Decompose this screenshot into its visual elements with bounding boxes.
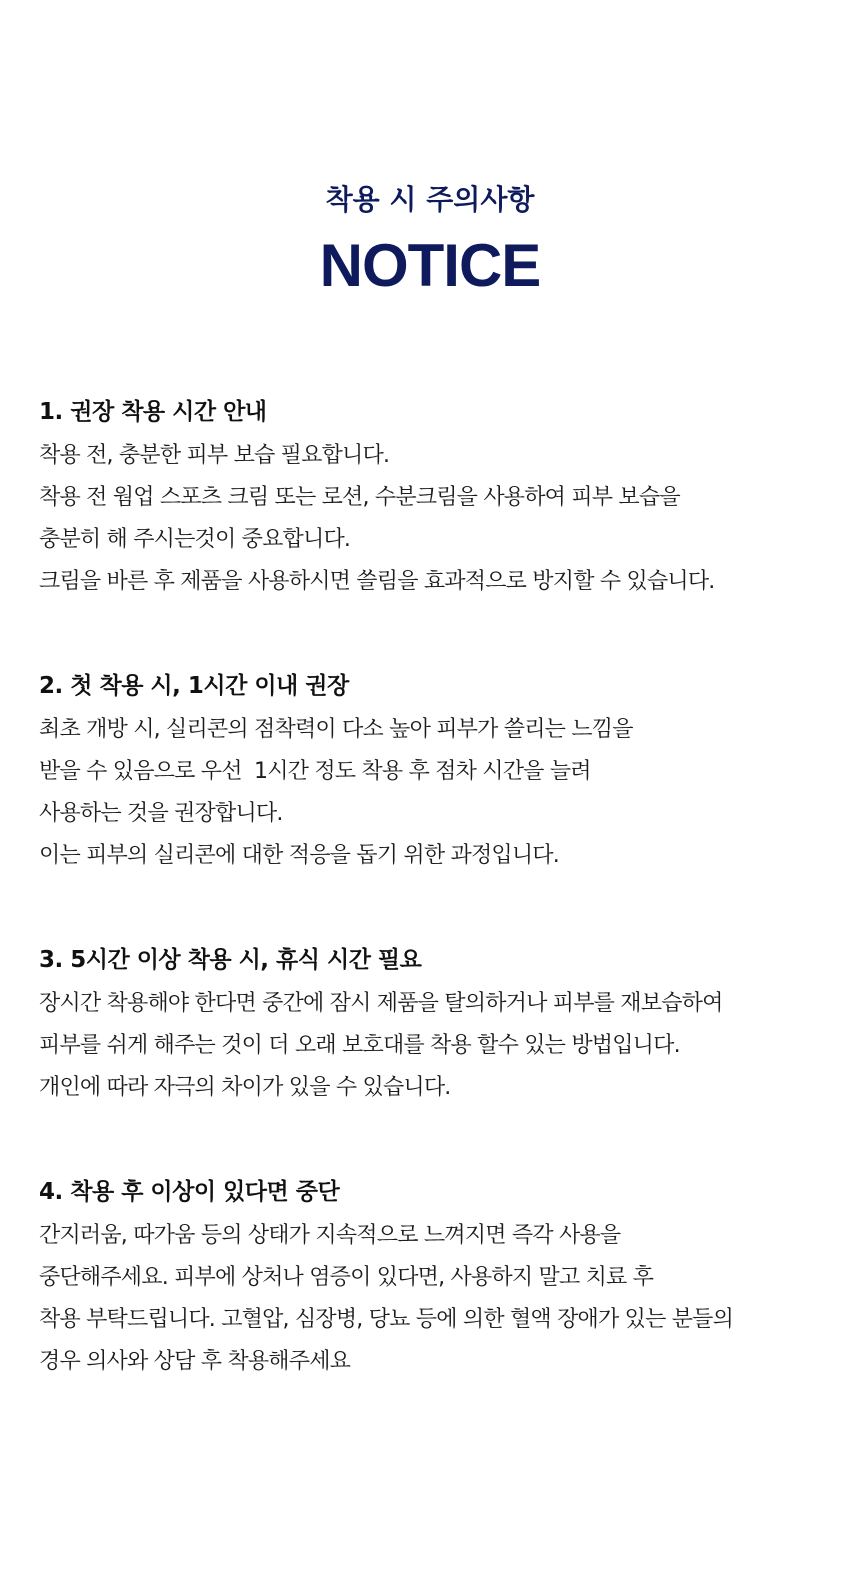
section-heading: 1. 권장 착용 시간 안내	[39, 399, 267, 425]
notice-section-4	[39, 1173, 733, 1383]
section-heading: 4. 착용 후 이상이 있다면 중단	[39, 1179, 340, 1205]
section-text-line: 피부를 쉬게 해주는 것이 더 오래 보호대를 착용 할수 있는 방법입니다.	[39, 1033, 680, 1058]
section-text-line: 착용 전, 충분한 피부 보습 필요합니다.	[39, 443, 390, 468]
section-text-line: 최초 개방 시, 실리콘의 점착력이 다소 높아 피부가 쓸리는 느낌을	[39, 717, 633, 742]
section-text-line: 장시간 착용해야 한다면 중간에 잠시 제품을 탈의하거나 피부를 재보습하여	[39, 991, 723, 1016]
section-text-line: 이는 피부의 실리콘에 대한 적응을 돕기 위한 과정입니다.	[39, 843, 559, 868]
section-text-line: 간지러움, 따가움 등의 상태가 지속적으로 느껴지면 즉각 사용을	[39, 1223, 621, 1248]
notice-section-1	[39, 393, 715, 603]
section-text-line: 크림을 바른 후 제품을 사용하시면 쓸림을 효과적으로 방지할 수 있습니다.	[39, 569, 715, 594]
section-text-line: 사용하는 것을 권장합니다.	[39, 801, 283, 826]
section-text-line: 개인에 따라 자극의 차이가 있을 수 있습니다.	[39, 1075, 451, 1100]
section-text-line: 충분히 해 주시는것이 중요합니다.	[39, 527, 351, 552]
section-text-line: 경우 의사와 상담 후 착용해주세요	[39, 1349, 351, 1374]
section-text-line: 착용 부탁드립니다. 고혈압, 심장병, 당뇨 등에 의한 혈액 장애가 있는 분들의	[39, 1307, 734, 1332]
section-text-line: 중단해주세요. 피부에 상처나 염증이 있다면, 사용하지 말고 치료 후	[39, 1265, 654, 1290]
notice-header	[0, 180, 860, 300]
section-heading: 3. 5시간 이상 착용 시, 휴식 시간 필요	[39, 947, 422, 973]
section-text-line: 받을 수 있음으로 우선 1시간 정도 착용 후 점차 시간을 늘려	[39, 759, 591, 784]
section-text-line: 착용 전 웜업 스포츠 크림 또는 로션, 수분크림을 사용하여 피부 보습을	[39, 485, 680, 510]
section-heading: 2. 첫 착용 시, 1시간 이내 권장	[39, 673, 349, 699]
notice-section-2	[39, 667, 633, 877]
notice-section-3	[39, 941, 723, 1109]
page-title: NOTICE	[319, 232, 541, 299]
page-subtitle: 착용 시 주의사항	[325, 183, 535, 216]
